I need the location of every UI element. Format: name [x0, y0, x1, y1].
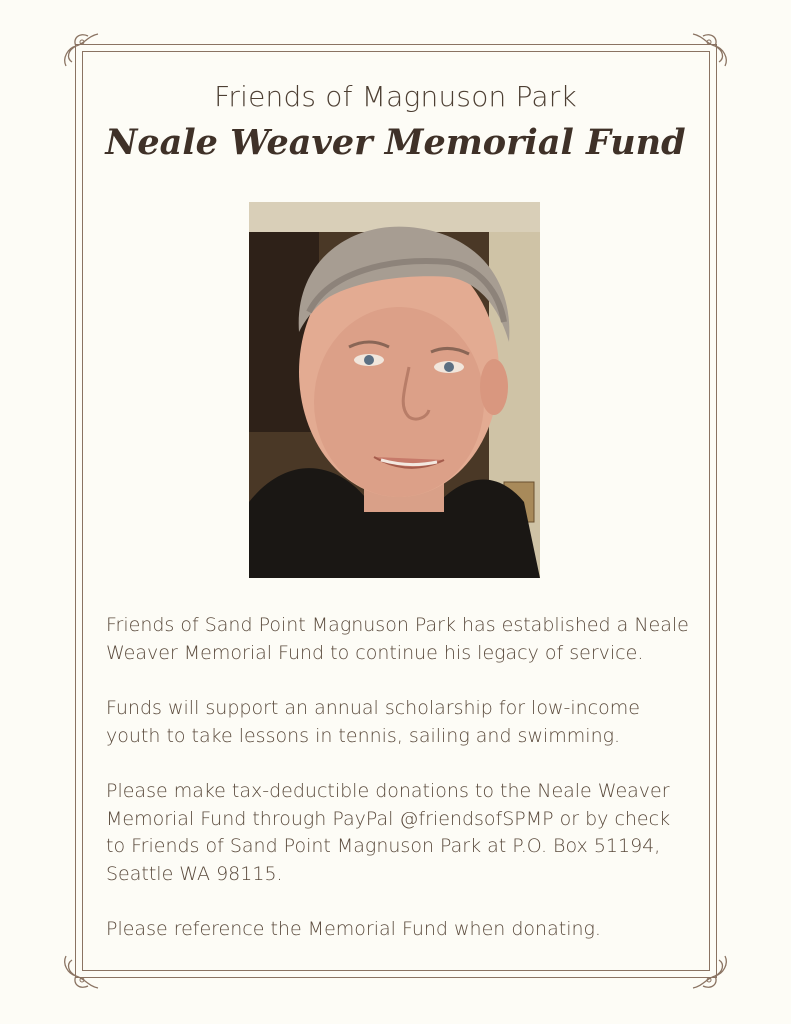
paragraph-reference-note: Please reference the Memorial Fund when donating. — [106, 918, 601, 940]
paragraph-scholarship: Funds will support an annual scholarship for low-income youth to take lessons in tennis, sailing and swimming. — [106, 697, 640, 747]
paragraph-fund-established: Friends of Sand Point Magnuson Park has established a Neale Weaver Memorial Fund to continue his legacy of service. — [106, 614, 689, 664]
corner-ornament-icon — [687, 28, 733, 74]
org-name-heading: Friends of Magnuson Park — [214, 80, 577, 113]
corner-ornament-icon — [58, 948, 104, 994]
portrait-photo — [249, 202, 540, 578]
corner-ornament-icon — [58, 28, 104, 74]
body-text — [106, 612, 696, 972]
paragraph-donation-instructions: Please make tax-deductible donations to the Neale Weaver Memorial Fund through PayPal @friendsofSPMP or by check to Friends of Sand Point Magnuson Park at P.O. Box 51194, Seattle WA 98115. — [106, 780, 671, 885]
fund-title-heading: Neale Weaver Memorial Fund — [105, 122, 686, 163]
